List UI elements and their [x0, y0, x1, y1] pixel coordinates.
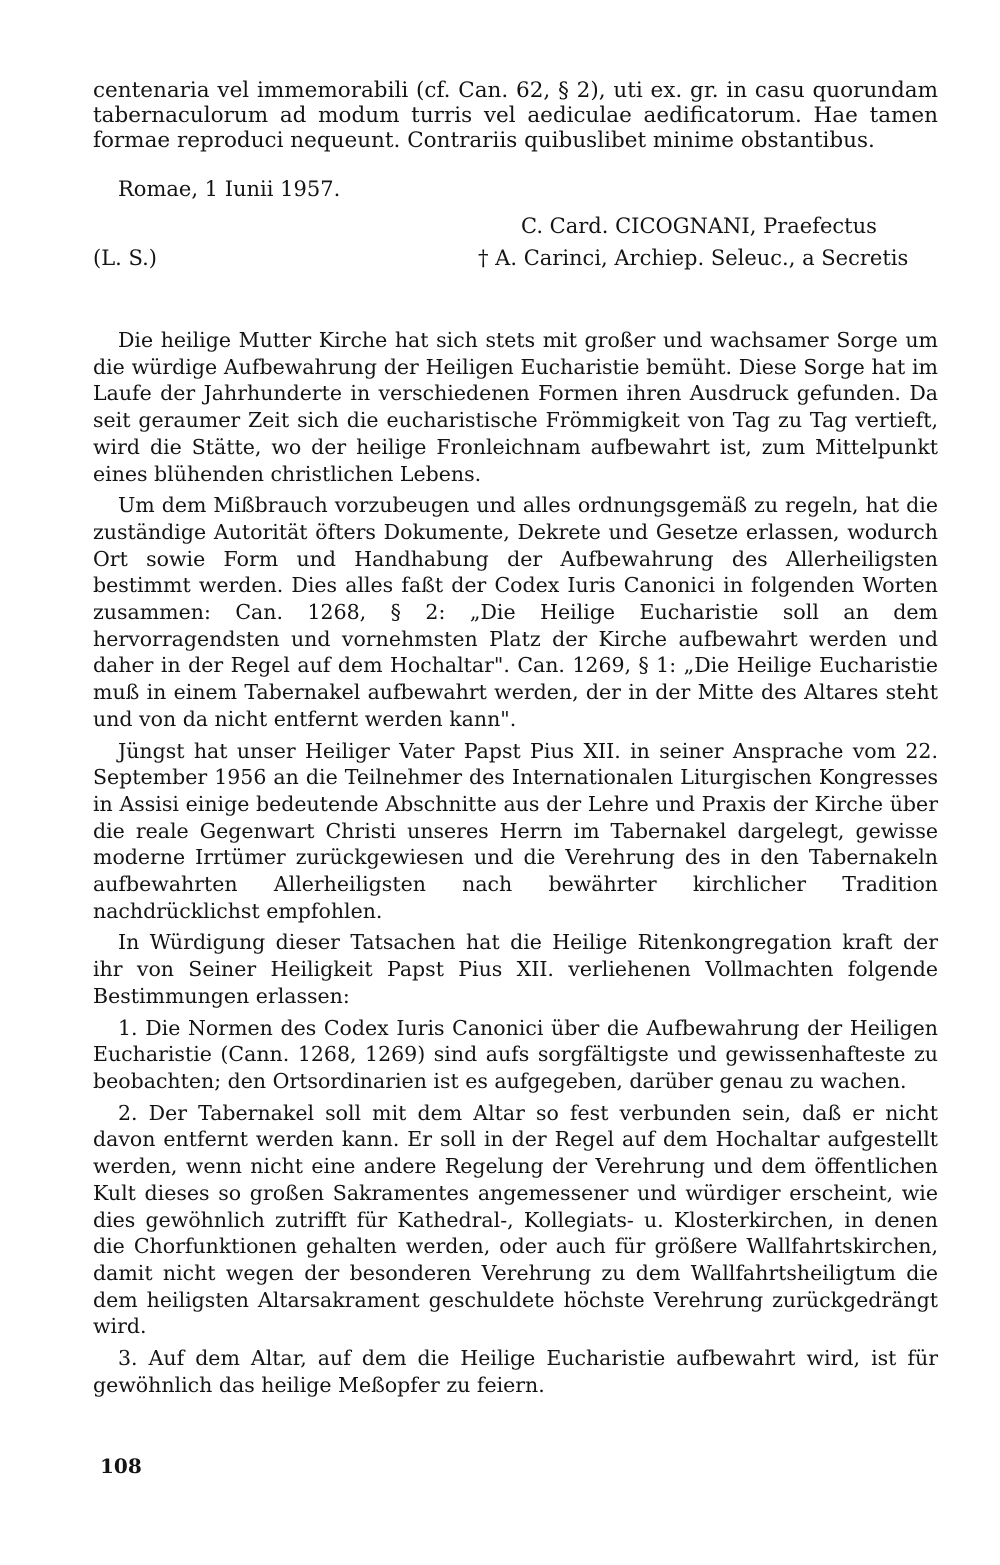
paragraph: Die heilige Mutter Kirche hat sich stets mit großer und wachsamer Sorge um die würdige Aufbewahrung der Heiligen Eucharistie bemüht. Diese Sorge hat im Laufe der Jahrhunderte in verschiedenen Formen ihren Ausdruck gefunden. Da seit geraumer Zeit sich die eucharistische Frömmigkeit von Tag zu Tag vertieft, wird die Stätte, wo der heilige Fronleichnam aufbewahrt ist, zum Mittelpunkt eines blühenden christlichen Lebens. — [93, 328, 938, 486]
german-translation — [93, 327, 938, 1398]
page-content — [93, 78, 938, 1403]
page-number: 108 — [100, 1454, 142, 1478]
seal-mark: (L. S.) — [93, 246, 157, 270]
prefect-signature: C. Card. CICOGNANI, Praefectus — [521, 214, 877, 238]
paragraph: Um dem Mißbrauch vorzubeugen und alles ordnungsgemäß zu regeln, hat die zuständige Autorität öfters Dokumente, Dekrete und Gesetze erlassen, wodurch Ort sowie Form und Handhabung der Aufbewahrung des Allerheiligsten bestimmt werden. Dies alles faßt der Codex Iuris Canonici in folgenden Worten zusammen: Can. 1268, § 2: „Die Heilige Eucharistie soll an dem hervorragendsten und vornehmsten Platz der Kirche aufbewahrt werden und daher in der Regel auf dem Hochaltar". Can. 1269, § 1: „Die Heilige Eucharistie muß in einem Tabernakel aufbewahrt werden, der in der Mitte des Altares steht und von da nicht entfernt werden kann". — [93, 493, 938, 731]
paragraph: Jüngst hat unser Heiliger Vater Papst Pius XII. in seiner Ansprache vom 22. September 1956 an die Teilnehmer des Internationalen Liturgischen Kongresses in Assisi einige bedeutende Abschnitte aus der Lehre und Praxis der Kirche über die reale Gegenwart Christi unseres Herrn im Tabernakel dargelegt, gewisse moderne Irrtümer zurückgewiesen und die Verehrung des in den Tabernakeln aufbewahrten Allerheiligsten nach bewährter kirchlicher Tradition nachdrücklichst empfohlen. — [93, 738, 938, 923]
date-line: Romae, 1 Iunii 1957. — [118, 177, 341, 201]
latin-text-tail: centenaria vel immemorabili (cf. Can. 62, § 2), uti ex. gr. in casu quorundam tabernaculorum ad modum turris vel aediculae aedificatorum. Hae tamen formae reproduci nequeunt. Contrariis quibuslibet minime obstantibus. — [93, 78, 938, 153]
signature-row-prefect — [93, 214, 938, 246]
secretary-signature: † A. Carinci, Archiep. Seleuc., a Secretis — [478, 246, 909, 270]
paragraph: In Würdigung dieser Tatsachen hat die Heilige Ritenkongregation kraft der ihr von Seiner Heiligkeit Papst Pius XII. verliehenen Vollmachten folgende Bestimmungen erlassen: — [93, 930, 938, 1008]
numbered-paragraph-2: 2. Der Tabernakel soll mit dem Altar so fest verbunden sein, daß er nicht davon entfernt werden kann. Er soll in der Regel auf dem Hochaltar aufgestellt werden, wenn nicht eine andere Regelung der Verehrung und dem öffentlichen Kult dieses so großen Sakramentes angemessener und würdiger erscheint, wie dies gewöhnlich zutrifft für Kathedral-, Kollegiats- u. Klosterkirchen, in denen die Chorfunktionen gehalten werden, oder auch für größere Wallfahrtskirchen, damit nicht wegen der besonderen Verehrung zu dem Wallfahrtsheiligtum die dem heiligsten Altarsakrament geschuldete höchste Verehrung zurückgedrängt wird. — [93, 1100, 938, 1339]
numbered-paragraph-1: 1. Die Normen des Codex Iuris Canonici über die Aufbewahrung der Heiligen Eucharistie (Cann. 1268, 1269) sind aufs sorgfältigste und gewissenhafteste zu beobachten; den Ortsordinarien ist es aufgegeben, darüber genau zu wachen. — [93, 1015, 938, 1093]
signature-row-secretary — [93, 246, 938, 278]
numbered-paragraph-3: 3. Auf dem Altar, auf dem die Heilige Eucharistie aufbewahrt wird, ist für gewöhnlich das heilige Meßopfer zu feiern. — [93, 1346, 938, 1397]
